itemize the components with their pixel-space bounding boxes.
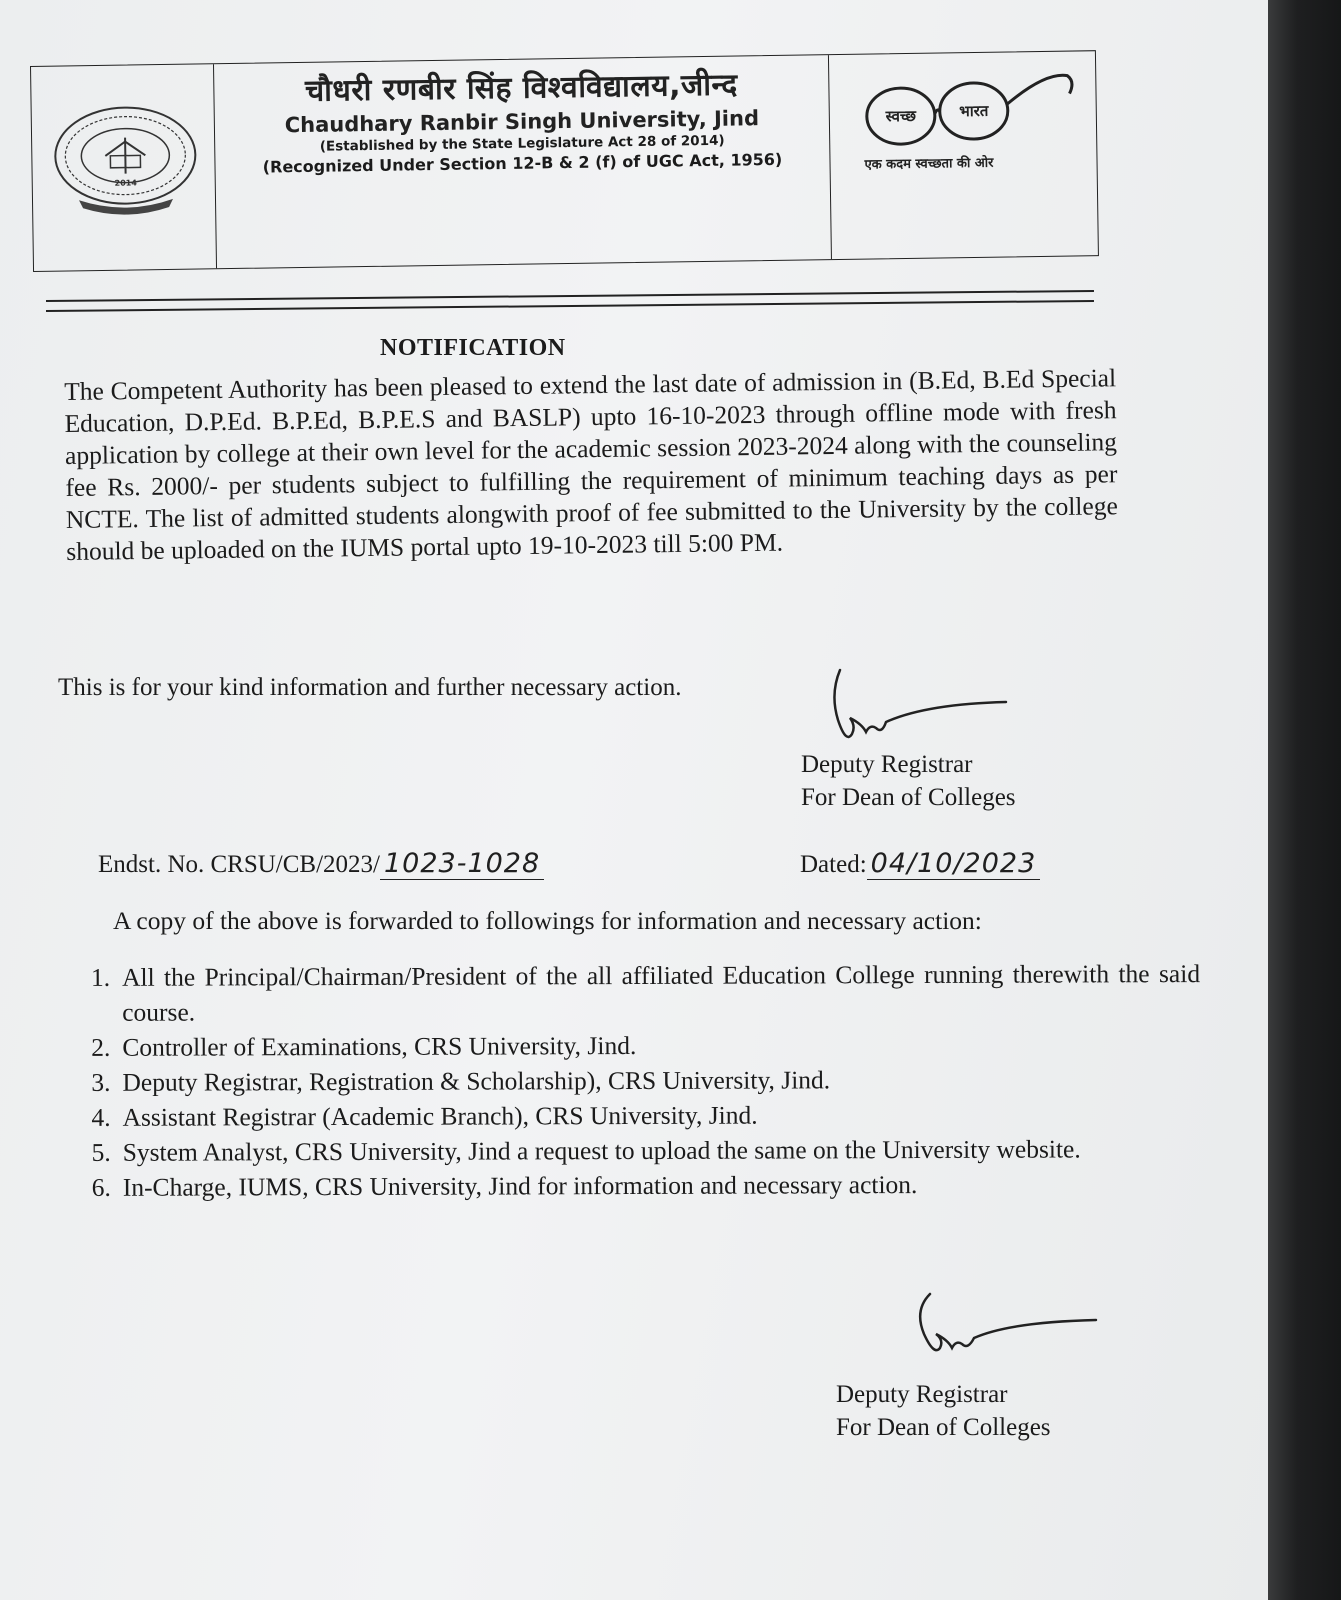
letterhead-logo-cell xyxy=(31,64,217,271)
letterhead-title-cell xyxy=(214,55,832,268)
signature-1-designation: Deputy Registrar xyxy=(801,751,973,778)
signature-2-icon xyxy=(900,1290,1100,1380)
swachh-tagline: एक कदम स्वच्छता की ओर xyxy=(864,155,994,173)
svg-text:स्वच्छ: स्वच्छ xyxy=(885,106,917,126)
established-line: (Established by the State Legislature Act 28 of 2014) xyxy=(319,132,725,155)
list-item: 4. Assistant Registrar (Academic Branch), CRS University, Jind. xyxy=(91,1100,758,1132)
svg-text:2014: 2014 xyxy=(114,178,137,188)
list-item: 3. Deputy Registrar, Registration & Scholarship), CRS University, Jind. xyxy=(91,1065,831,1097)
background-edge xyxy=(1268,0,1341,1600)
signature-2-block xyxy=(836,1378,1051,1444)
recognized-line: (Recognized Under Section 12-B & 2 (f) of UGC Act, 1956) xyxy=(262,149,783,177)
letterhead xyxy=(30,50,1099,272)
signature-2-office: For Dean of Colleges xyxy=(836,1414,1051,1441)
endorsement-date xyxy=(800,848,1040,880)
copy-forward-line: A copy of the above is forwarded to followings for information and necessary action: xyxy=(113,906,982,935)
notification-body: The Competent Authority has been pleased to extend the last date of admission in (B.Ed, B.Ed Special Education, D.P.Ed. B.P.Ed, B.P.E.S and BASLP) upto 16-10-2023 through offline mode with fresh application by college at their own level for the academic session 2023-2024 along with the counseling fee Rs. 2000/- per students subject to fulfilling the requirement of minimum teaching days as per NCTE. The list of admitted students alongwith proof of fee submitted to the University by the college should be uploaded on the IUMS portal upto 19-10-2023 till 5:00 PM. xyxy=(64,363,1118,566)
dated-label: Dated: xyxy=(800,851,867,878)
info-line: This is for your kind information and further necessary action. xyxy=(58,674,682,701)
recipient-list xyxy=(60,956,1201,1205)
list-item: 1. All the Principal/Chairman/President of the all affiliated Education College running therewith the said course. xyxy=(90,959,1201,1027)
swachh-bharat-cell xyxy=(829,51,1098,259)
endorsement-handwritten-number: 1023-1028 xyxy=(380,848,544,880)
university-name-english: Chaudhary Ranbir Singh University, Jind xyxy=(284,106,760,138)
endorsement-number xyxy=(98,848,544,880)
notification-title: NOTIFICATION xyxy=(380,335,566,361)
signature-1-block xyxy=(801,748,1016,814)
university-seal-icon xyxy=(50,102,202,216)
swachh-bharat-glasses-icon xyxy=(855,65,1076,148)
svg-text:भारत: भारत xyxy=(959,101,989,121)
list-item: 6. In-Charge, IUMS, CRS University, Jind for information and necessary action. xyxy=(91,1170,918,1202)
list-item: 2. Controller of Examinations, CRS University, Jind. xyxy=(91,1030,637,1062)
endorsement-prefix: Endst. No. CRSU/CB/2023/ xyxy=(98,851,380,878)
list-item: 5. System Analyst, CRS University, Jind a request to upload the same on the University website. xyxy=(91,1134,1081,1167)
signature-2-designation: Deputy Registrar xyxy=(836,1381,1008,1408)
signature-1-office: For Dean of Colleges xyxy=(801,784,1016,811)
university-name-hindi: चौधरी रणबीर सिंह विश्वविद्यालय,जीन्द xyxy=(304,67,738,109)
handwritten-date: 04/10/2023 xyxy=(867,848,1041,880)
